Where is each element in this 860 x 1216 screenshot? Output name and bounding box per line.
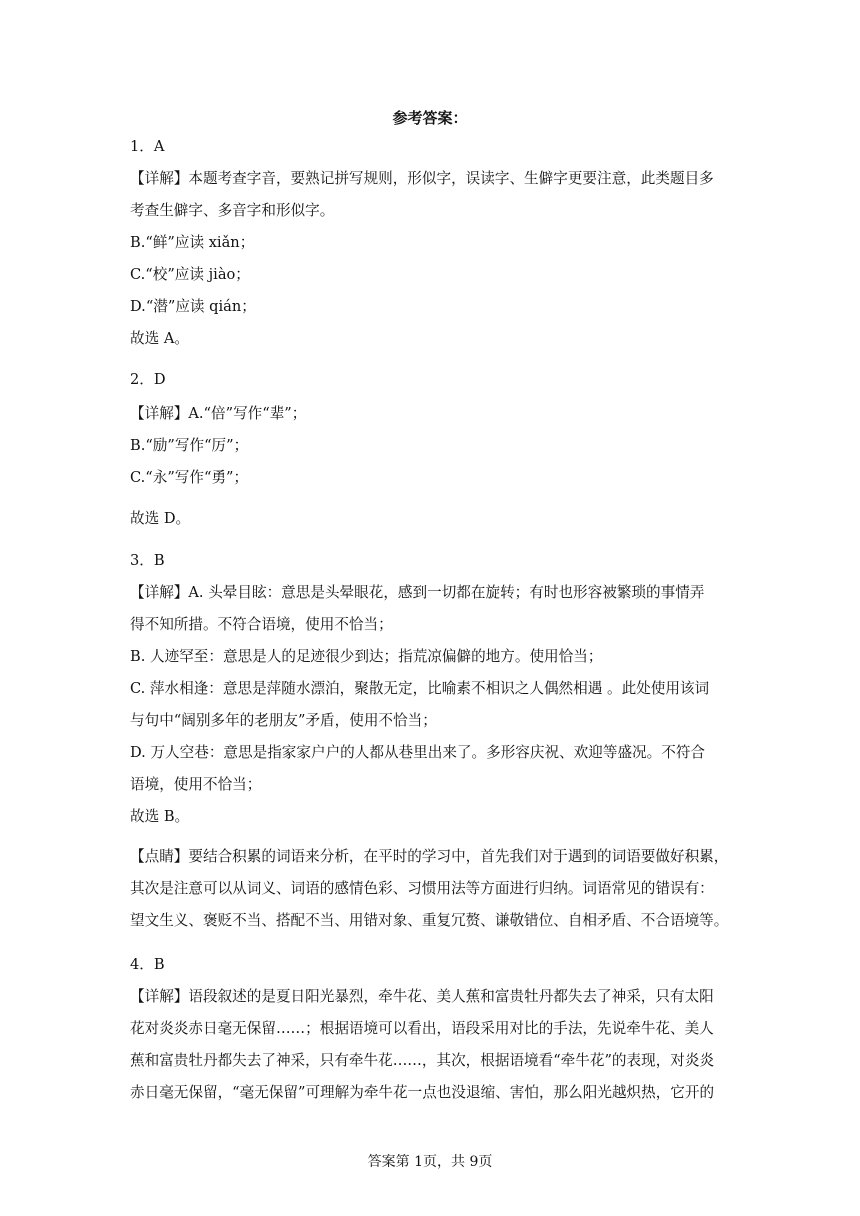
text-line: 【详解】A. 头晕目眩：意思是头晕眼花，感到一切都在旋转；有时也形容被繁琐的事情弄 [130, 584, 705, 601]
text-line: 2．D [130, 371, 166, 388]
text-line: 【详解】本题考查字音，要熟记拼写规则，形似字，误读字、生僻字更要注意，此类题目多 [130, 170, 714, 187]
text-line: 考查生僻字、多音字和形似字。 [130, 202, 335, 219]
text-line: 故选 B。 [130, 808, 190, 825]
text-line: C.“校”应读 jiào； [130, 266, 250, 283]
text-line: 花对炎炎赤日毫无保留……；根据语境可以看出，语段采用对比的手法，先说牵牛花、美人 [130, 1020, 714, 1037]
text-line: C. 萍水相逢：意思是萍随水漂泊，聚散无定，比喻素不相识之人偶然相遇 。此处使用该词 [130, 680, 710, 697]
text-line: 与句中“阔别多年的老朋友”矛盾，使用不恰当； [130, 712, 437, 729]
text-line: 赤日毫无保留，“毫无保留”可理解为牵牛花一点也没退缩、害怕，那么阳光越炽热，它开的 [130, 1084, 715, 1101]
text-line: 得不知所措。不符合语境，使用不恰当； [130, 616, 393, 633]
text-line: B.“鲜”应读 xiǎn； [130, 234, 255, 251]
text-line: 3．B [130, 552, 165, 569]
text-line: D.“潜”应读 qián； [130, 298, 256, 315]
text-line: B. 人迹罕至：意思是人的足迹很少到达；指荒凉偏僻的地方。使用恰当； [130, 648, 603, 665]
text-line: 语境，使用不恰当； [130, 776, 262, 793]
text-line: 1．A [130, 138, 165, 155]
text-line: D. 万人空巷：意思是指家家户户的人都从巷里出来了。多形容庆祝、欢迎等盛况。不符合 [130, 744, 706, 761]
text-line: 蕉和富贵牡丹都失去了神采，只有牵牛花……，其次，根据语境看“牵牛花”的表现，对炎炎 [130, 1052, 715, 1069]
text-line: 【详解】语段叙述的是夏日阳光暴烈，牵牛花、美人蕉和富贵牡丹都失去了神采，只有太阳 [130, 988, 714, 1005]
text-line: 故选 D。 [130, 510, 191, 527]
text-line: 故选 A。 [130, 330, 189, 347]
page-title: 参考答案： [392, 109, 468, 127]
text-line: 【详解】A.“倍”写作“辈”； [130, 405, 307, 422]
text-line: C.“永”写作“勇”； [130, 469, 249, 486]
text-line: 4．B [130, 956, 165, 973]
text-line: B.“励”写作“厉”； [130, 437, 249, 454]
page-footer: 答案第 1页，共 9页 [367, 1154, 493, 1170]
text-line: 望文生义、褒贬不当、搭配不当、用错对象、重复冗赘、谦敬错位、自相矛盾、不合语境等。 [130, 912, 729, 929]
text-line: 【点睛】要结合积累的词语来分析，在平时的学习中，首先我们对于遇到的词语要做好积累， [130, 848, 729, 865]
text-line: 其次是注意可以从词义、词语的感情色彩、习惯用法等方面进行归纳。词语常见的错误有： [130, 880, 714, 897]
